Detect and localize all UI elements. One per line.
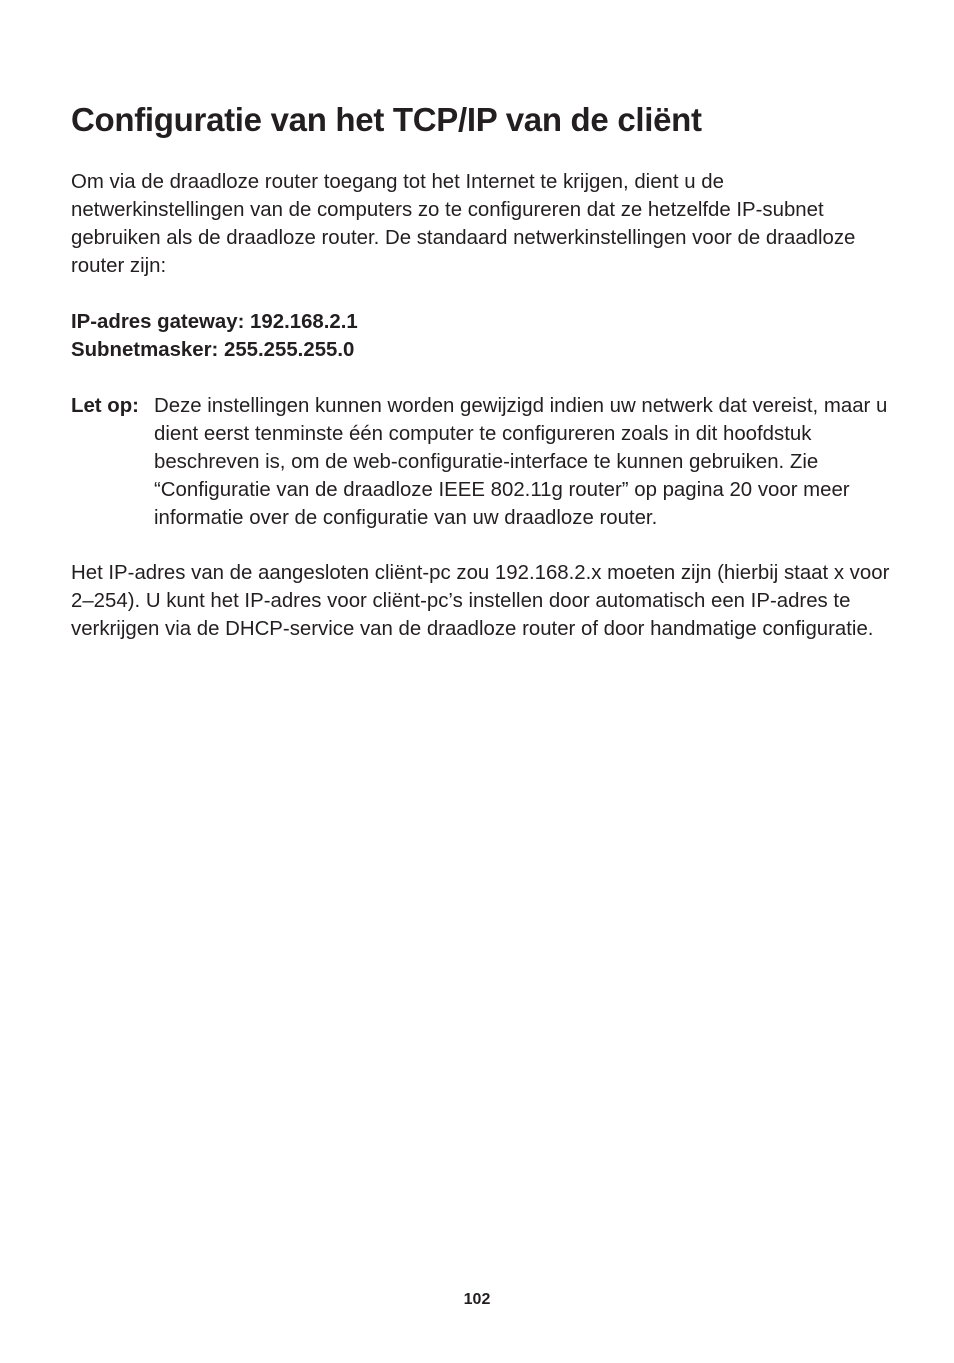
gateway-setting: IP-adres gateway: 192.168.2.1 [71, 311, 358, 333]
default-settings [71, 308, 891, 364]
page-number: 102 [463, 1291, 491, 1308]
closing-paragraph: Het IP-adres van de aangesloten cliënt-pc zou 192.168.2.x moeten zijn (hierbij staat x voor 2–254). U kunt het IP-adres voor cliënt-pc’s instellen door automatisch een IP-adres te verkrijgen via de DHCP-service van de draadloze router of door handmatige configuratie. [71, 562, 890, 640]
page-title: Configuratie van het TCP/IP van de cliënt [71, 101, 702, 138]
note-text: Deze instellingen kunnen worden gewijzigd indien uw netwerk dat vereist, maar u dient eerst tenminste één computer te configureren zoals in dit hoofdstuk beschreven is, om de web-configuratie-interface te kunnen gebruiken. Zie “Configuratie van de draadloze IEEE 802.11g router” op pagina 20 voor meer informatie over de configuratie van uw draadloze router. [154, 395, 888, 529]
subnet-setting: Subnetmasker: 255.255.255.0 [71, 339, 355, 361]
note-label: Let op: [71, 395, 139, 417]
page-content [71, 96, 891, 643]
note-block [71, 392, 891, 532]
intro-paragraph: Om via de draadloze router toegang tot het Internet te krijgen, dient u de netwerkinstellingen van de computers zo te configureren dat ze hetzelfde IP-subnet gebruiken als de draadloze router. De standaard netwerkinstellingen voor de draadloze router zijn: [71, 171, 856, 277]
